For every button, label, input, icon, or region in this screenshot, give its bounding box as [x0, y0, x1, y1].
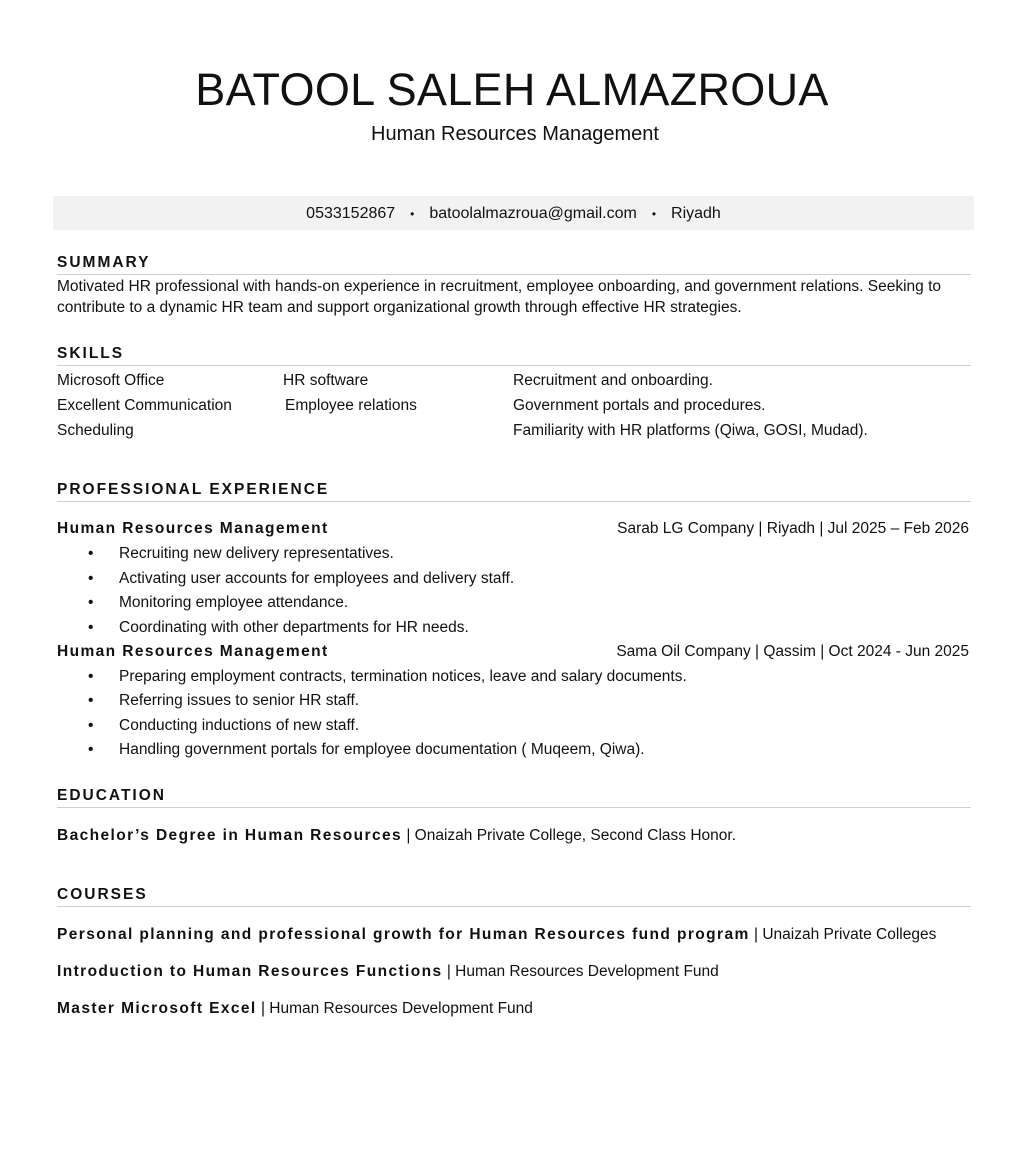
- job-bullet: • Monitoring employee attendance.: [88, 594, 349, 611]
- education-detail: | Onaizah Private College, Second Class Honor.: [406, 827, 737, 844]
- separator: •: [410, 207, 415, 221]
- education-entry: [57, 825, 969, 846]
- skill: Microsoft Office: [57, 372, 165, 389]
- course-entry: [57, 998, 969, 1019]
- skill: Familiarity with HR platforms (Qiwa, GOSI, Mudad).: [513, 422, 868, 439]
- experience-heading: PROFESSIONAL EXPERIENCE: [57, 480, 971, 502]
- skill: Recruitment and onboarding.: [513, 372, 713, 389]
- phone: 0533152867: [306, 205, 396, 222]
- job-bullet: • Referring issues to senior HR staff.: [88, 692, 360, 709]
- skill: Excellent Communication: [57, 397, 232, 414]
- course-detail: | Unaizah Private Colleges: [753, 926, 937, 943]
- summary-line: Motivated HR professional with hands-on experience in recruitment, employee onboarding, and government relations. Seeking to: [57, 278, 941, 295]
- courses-heading: COURSES: [57, 885, 971, 907]
- course-entry: [57, 961, 969, 982]
- skill: Scheduling: [57, 422, 134, 439]
- summary-line: contribute to a dynamic HR team and support organizational growth through effective HR strategies.: [57, 299, 742, 316]
- course-detail: | Human Resources Development Fund: [260, 1000, 533, 1017]
- job-title: Human Resources Management: [57, 520, 329, 537]
- contact-bar: [53, 196, 974, 230]
- education-heading: EDUCATION: [57, 786, 971, 808]
- summary-heading: SUMMARY: [57, 253, 971, 275]
- candidate-name: BATOOL SALEH ALMAZROUA: [195, 64, 829, 115]
- course-entry: [57, 924, 969, 945]
- degree: Bachelor’s Degree in Human Resources: [57, 827, 403, 844]
- job-title: Human Resources Management: [57, 643, 329, 660]
- course-name: Personal planning and professional growth for Human Resources fund program: [57, 926, 750, 943]
- job-bullet: • Preparing employment contracts, termination notices, leave and salary documents.: [88, 668, 687, 685]
- city: Riyadh: [671, 205, 721, 222]
- candidate-title: Human Resources Management: [371, 123, 659, 145]
- course-detail: | Human Resources Development Fund: [446, 963, 719, 980]
- skill: Employee relations: [285, 397, 417, 414]
- job-bullet: • Conducting inductions of new staff.: [88, 717, 360, 734]
- job-bullet: • Coordinating with other departments for HR needs.: [88, 619, 469, 636]
- separator: •: [651, 207, 657, 221]
- job-meta: Sarab LG Company | Riyadh | Jul 2025 – Feb 2026: [617, 520, 969, 537]
- job-header: [57, 518, 969, 539]
- job-bullet: • Recruiting new delivery representatives.: [88, 545, 394, 562]
- course-name: Master Microsoft Excel: [57, 1000, 257, 1017]
- job-header: [57, 641, 969, 662]
- email: batoolalmazroua@gmail.com: [429, 205, 637, 222]
- job-meta: Sama Oil Company | Qassim | Oct 2024 - Jun 2025: [616, 643, 969, 660]
- job-bullet: • Activating user accounts for employees and delivery staff.: [88, 570, 515, 587]
- course-name: Introduction to Human Resources Functions: [57, 963, 443, 980]
- skill: Government portals and procedures.: [513, 397, 766, 414]
- job-bullet: • Handling government portals for employee documentation ( Muqeem, Qiwa).: [88, 741, 645, 758]
- skill: HR software: [283, 372, 369, 389]
- skills-heading: SKILLS: [57, 344, 971, 366]
